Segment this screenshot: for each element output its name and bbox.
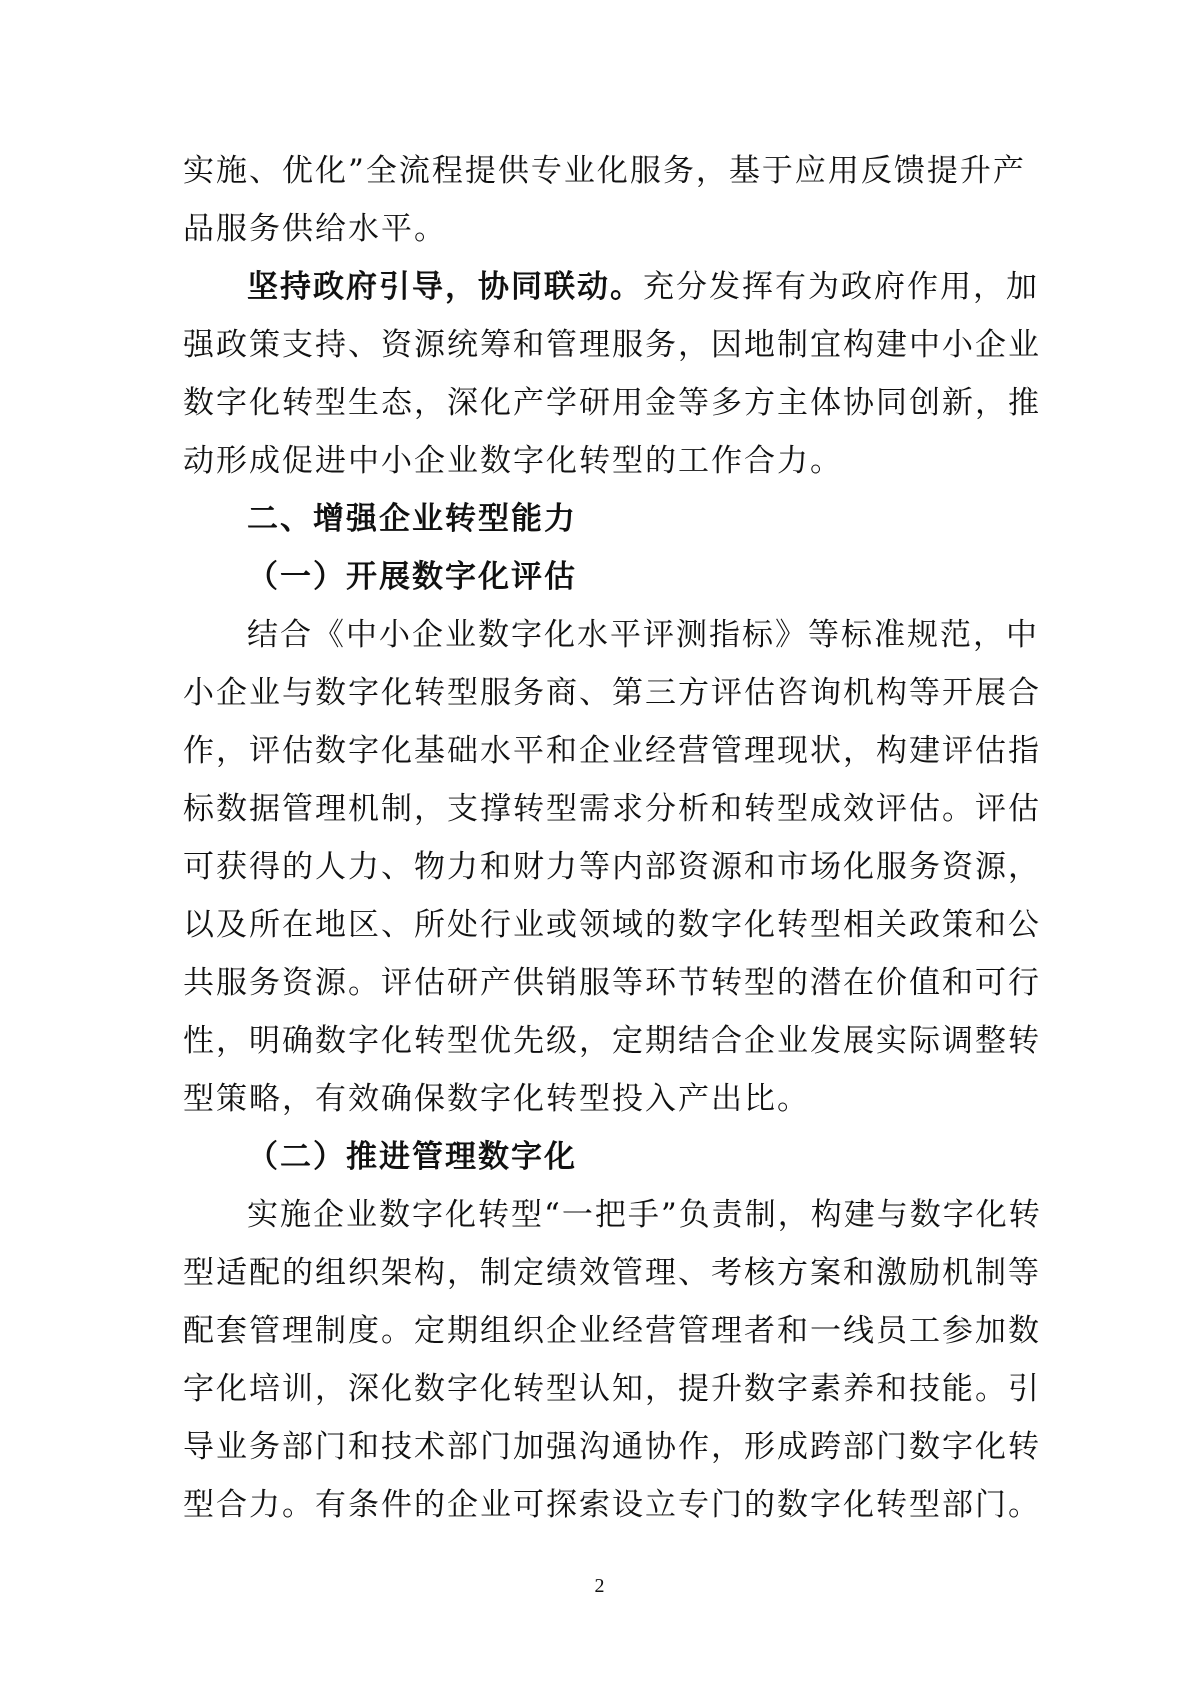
paragraph-line: 结合《中小企业数字化水平评测指标》等标准规范，中: [247, 617, 1039, 653]
paragraph-line: 小企业与数字化转型服务商、第三方评估咨询机构等开展合: [183, 675, 1041, 711]
page-number: 2: [594, 1575, 605, 1597]
paragraph-line: [183, 258, 1039, 316]
paragraph-line: 型适配的组织架构，制定绩效管理、考核方案和激励机制等: [183, 1255, 1041, 1291]
paragraph-line: 型合力。有条件的企业可探索设立专门的数字化转型部门。: [183, 1487, 1041, 1523]
paragraph-line: 数字化转型生态，深化产学研用金等多方主体协同创新，推: [183, 385, 1041, 421]
paragraph-line: 实施企业数字化转型“一把手”负责制，构建与数字化转: [247, 1197, 1042, 1233]
paragraph-line: 品服务供给水平。: [183, 211, 447, 247]
paragraph-line: 可获得的人力、物力和财力等内部资源和市场化服务资源，: [183, 849, 1041, 885]
section-heading: 二、增强企业转型能力: [247, 501, 577, 537]
paragraph-line: 字化培训，深化数字化转型认知，提升数字素养和技能。引: [183, 1371, 1041, 1407]
paragraph-line: 性，明确数字化转型优先级，定期结合企业发展实际调整转: [183, 1023, 1041, 1059]
paragraph-line: 共服务资源。评估研产供销服等环节转型的潜在价值和可行: [183, 965, 1041, 1001]
document-body: [183, 142, 1042, 1534]
paragraph-line: 型策略，有效确保数字化转型投入产出比。: [183, 1081, 810, 1117]
paragraph-line: 强政策支持、资源统筹和管理服务，因地制宜构建中小企业: [183, 327, 1041, 363]
paragraph-line: 实施、优化”全流程提供专业化服务，基于应用反馈提升产: [183, 153, 1026, 189]
paragraph-text: 充分发挥有为政府作用，加: [643, 269, 1039, 305]
paragraph-line: 作，评估数字化基础水平和企业经营管理现状，构建评估指: [183, 733, 1041, 769]
paragraph-line: 配套管理制度。定期组织企业经营管理者和一线员工参加数: [183, 1313, 1041, 1349]
paragraph-line: 动形成促进中小企业数字化转型的工作合力。: [183, 443, 843, 479]
paragraph-line: 以及所在地区、所处行业或领域的数字化转型相关政策和公: [183, 907, 1041, 943]
subsection-heading: （一）开展数字化评估: [247, 559, 577, 595]
paragraph-line: 标数据管理机制，支撑转型需求分析和转型成效评估。评估: [183, 791, 1041, 827]
paragraph-bold-lead: 坚持政府引导，协同联动。: [247, 269, 643, 305]
subsection-heading: （二）推进管理数字化: [247, 1139, 577, 1175]
paragraph-line: 导业务部门和技术部门加强沟通协作，形成跨部门数字化转: [183, 1429, 1041, 1465]
